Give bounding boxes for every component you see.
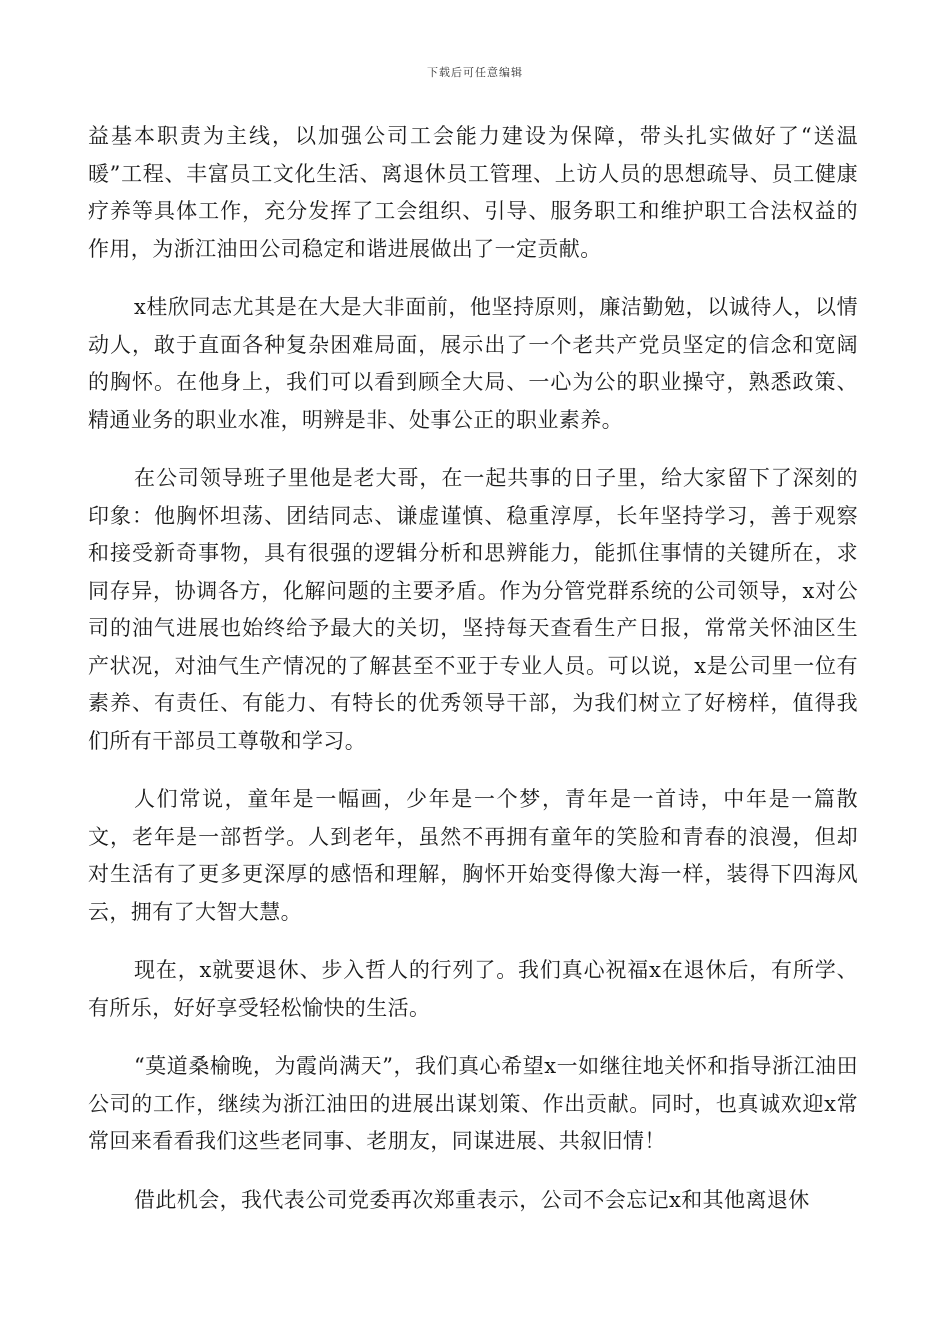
document-body <box>88 118 858 1240</box>
paragraph-4: 人们常说，童年是一幅画，少年是一个梦，青年是一首诗，中年是一篇散文，老年是一部哲学。人到老年，虽然不再拥有童年的笑脸和青春的浪漫，但却对生活有了更多更深厚的感悟和理解，胸怀开始变得像大海一样，装得下四海风云，拥有了大智大慧。 <box>88 787 858 924</box>
paragraph-7: 借此机会，我代表公司党委再次郑重表示，公司不会忘记x和其他离退休 <box>134 1187 810 1212</box>
page-header: 下载后可任意编辑 <box>427 66 523 79</box>
paragraph-5: 现在，x就要退休、步入哲人的行列了。我们真心祝福x在退休后，有所学、有所乐，好好享受轻松愉快的生活。 <box>88 958 858 1020</box>
paragraph-2: x桂欣同志尤其是在大是大非面前，他坚持原则，廉洁勤勉，以诚待人，以情动人，敢于直面各种复杂困难局面，展示出了一个老共产党员坚定的信念和宽阔的胸怀。在他身上，我们可以看到顾全大局、一心为公的职业操守，熟悉政策、精通业务的职业水准，明辨是非、处事公正的职业素养。 <box>88 295 858 432</box>
paragraph-1: 益基本职责为主线，以加强公司工会能力建设为保障，带头扎实做好了“送温暖”工程、丰富员工文化生活、离退休员工管理、上访人员的思想疏导、员工健康疗养等具体工作，充分发挥了工会组织、引导、服务职工和维护职工合法权益的作用，为浙江油田公司稳定和谐进展做出了一定贡献。 <box>88 124 858 261</box>
paragraph-6: “莫道桑榆晚，为霞尚满天”，我们真心希望x一如继往地关怀和指导浙江油田公司的工作，继续为浙江油田的进展出谋划策、作出贡献。同时，也真诚欢迎x常常回来看看我们这些老同事、老朋友，同谋进展、共叙旧情！ <box>88 1054 858 1153</box>
paragraph-3: 在公司领导班子里他是老大哥，在一起共事的日子里，给大家留下了深刻的印象：他胸怀坦荡、团结同志、谦虚谨慎、稳重淳厚，长年坚持学习，善于观察和接受新奇事物，具有很强的逻辑分析和思辨能力，能抓住事情的关键所在，求同存异，协调各方，化解问题的主要矛盾。作为分管党群系统的公司领导，x对公司的油气进展也始终给予最大的关切，坚持每天查看生产日报，常常关怀油区生产状况，对油气生产情况的了解甚至不亚于专业人员。可以说，x是公司里一位有素养、有责任、有能力、有特长的优秀领导干部，为我们树立了好榜样，值得我们所有干部员工尊敬和学习。 <box>88 466 858 753</box>
